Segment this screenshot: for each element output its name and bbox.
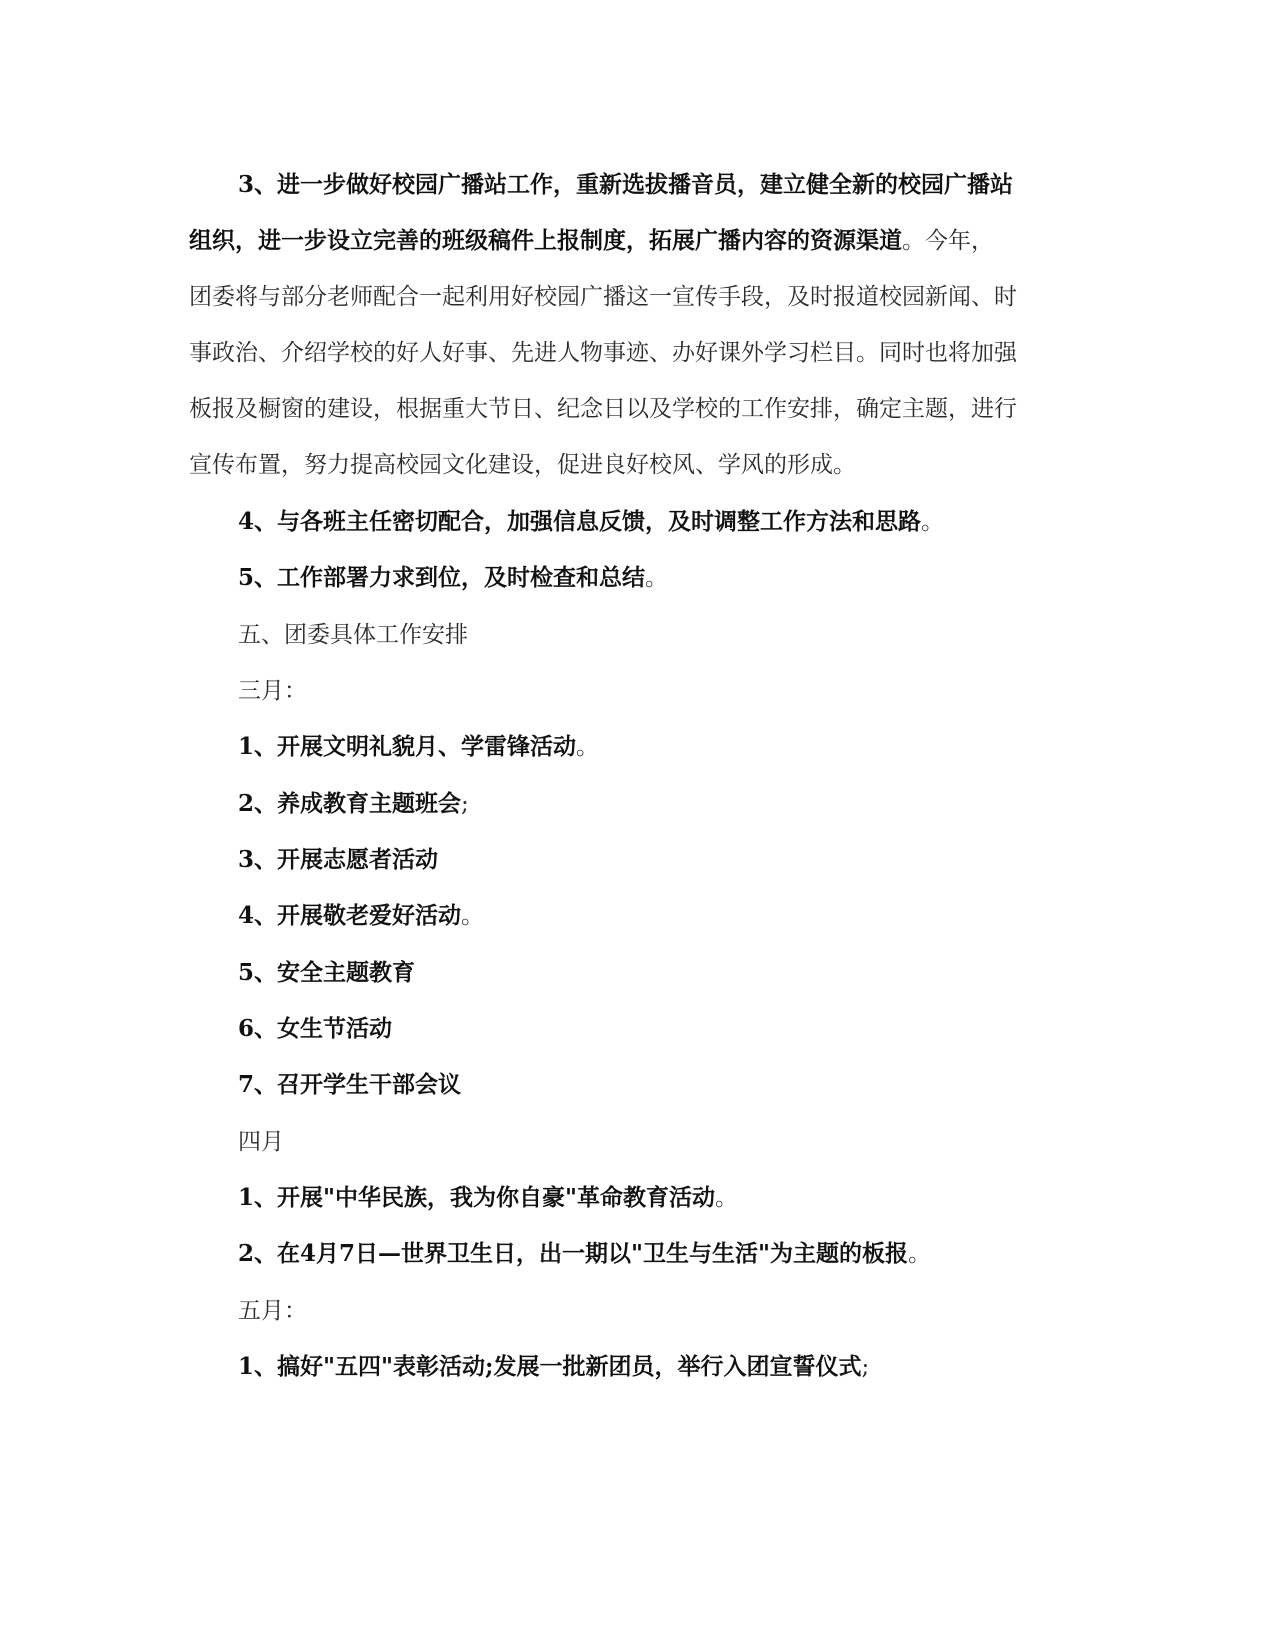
april-item-1 bbox=[238, 1182, 1138, 1214]
paragraph-3-line-4: 事政治、介绍学校的好人好事、先进人物事迹、办好课外学习栏目。同时也将加强 bbox=[189, 340, 1017, 366]
march-item-2-bold: 2、养成教育主题班会 bbox=[238, 790, 462, 817]
section-5-heading: 五、团委具体工作安排 bbox=[238, 622, 468, 648]
march-heading: 三月： bbox=[238, 678, 307, 704]
paragraph-3-line-2-bold: 组织，进一步设立完善的班级稿件上报制度，拓展广播内容的资源渠道 bbox=[189, 227, 902, 254]
item-4 bbox=[238, 506, 1138, 538]
march-item-3-bold: 3、开展志愿者活动 bbox=[238, 846, 439, 873]
march-item-5 bbox=[238, 957, 1138, 989]
march-item-7 bbox=[238, 1069, 1138, 1101]
paragraph-3-line-6: 宣传布置，努力提高校园文化建设，促进良好校风、学风的形成。 bbox=[189, 452, 856, 478]
may-item-1 bbox=[238, 1351, 1138, 1383]
march-item-5-bold: 5、安全主题教育 bbox=[238, 959, 416, 986]
may-item-1-normal: ; bbox=[861, 1354, 870, 1380]
march-item-4-normal: 。 bbox=[461, 903, 485, 929]
march-item-1-bold: 1、开展文明礼貌月、学雷锋活动 bbox=[238, 733, 577, 760]
item-5-bold: 5、工作部署力求到位，及时检查和总结 bbox=[238, 564, 646, 591]
march-item-3 bbox=[238, 844, 1138, 876]
march-item-1 bbox=[238, 731, 1138, 763]
march-item-6-bold: 6、女生节活动 bbox=[238, 1015, 393, 1042]
paragraph-3-line-5: 板报及橱窗的建设，根据重大节日、纪念日以及学校的工作安排，确定主题，进行 bbox=[189, 396, 1017, 422]
march-item-2-normal: ; bbox=[461, 791, 469, 817]
paragraph-3-line-3: 团委将与部分老师配合一起利用好校园广播这一宣传手段，及时报道校园新闻、时 bbox=[189, 284, 1017, 310]
march-item-6 bbox=[238, 1013, 1138, 1045]
april-item-2-bold: 2、在4月7日—世界卫生日，出一期以"卫生与生活"为主题的板报 bbox=[238, 1240, 908, 1267]
may-item-1-bold: 1、搞好"五四"表彰活动;发展一批新团员，举行入团宣誓仪式 bbox=[238, 1353, 862, 1380]
item-5-normal: 。 bbox=[645, 565, 669, 591]
march-item-4 bbox=[238, 900, 1138, 932]
april-item-2-normal: 。 bbox=[907, 1241, 931, 1267]
march-item-4-bold: 4、开展敬老爱好活动 bbox=[238, 902, 462, 929]
item-5 bbox=[238, 562, 1138, 594]
april-item-1-bold: 1、开展"中华民族，我为你自豪"革命教育活动 bbox=[238, 1184, 715, 1211]
paragraph-3-line-2-normal: 。今年， bbox=[902, 228, 994, 254]
item-4-bold: 4、与各班主任密切配合，加强信息反馈，及时调整工作方法和思路 bbox=[238, 508, 922, 535]
march-item-7-bold: 7、召开学生干部会议 bbox=[238, 1071, 462, 1098]
march-item-1-normal: 。 bbox=[576, 734, 600, 760]
april-heading: 四月 bbox=[238, 1129, 284, 1155]
item-4-normal: 。 bbox=[921, 509, 945, 535]
may-heading: 五月： bbox=[238, 1298, 307, 1324]
april-item-1-normal: 。 bbox=[714, 1185, 738, 1211]
paragraph-3-line-2 bbox=[189, 225, 1089, 257]
paragraph-3-line-1: 3、进一步做好校园广播站工作，重新选拔播音员，建立健全新的校园广播站 bbox=[238, 171, 1014, 198]
march-item-2 bbox=[238, 788, 1138, 820]
april-item-2 bbox=[238, 1238, 1138, 1270]
